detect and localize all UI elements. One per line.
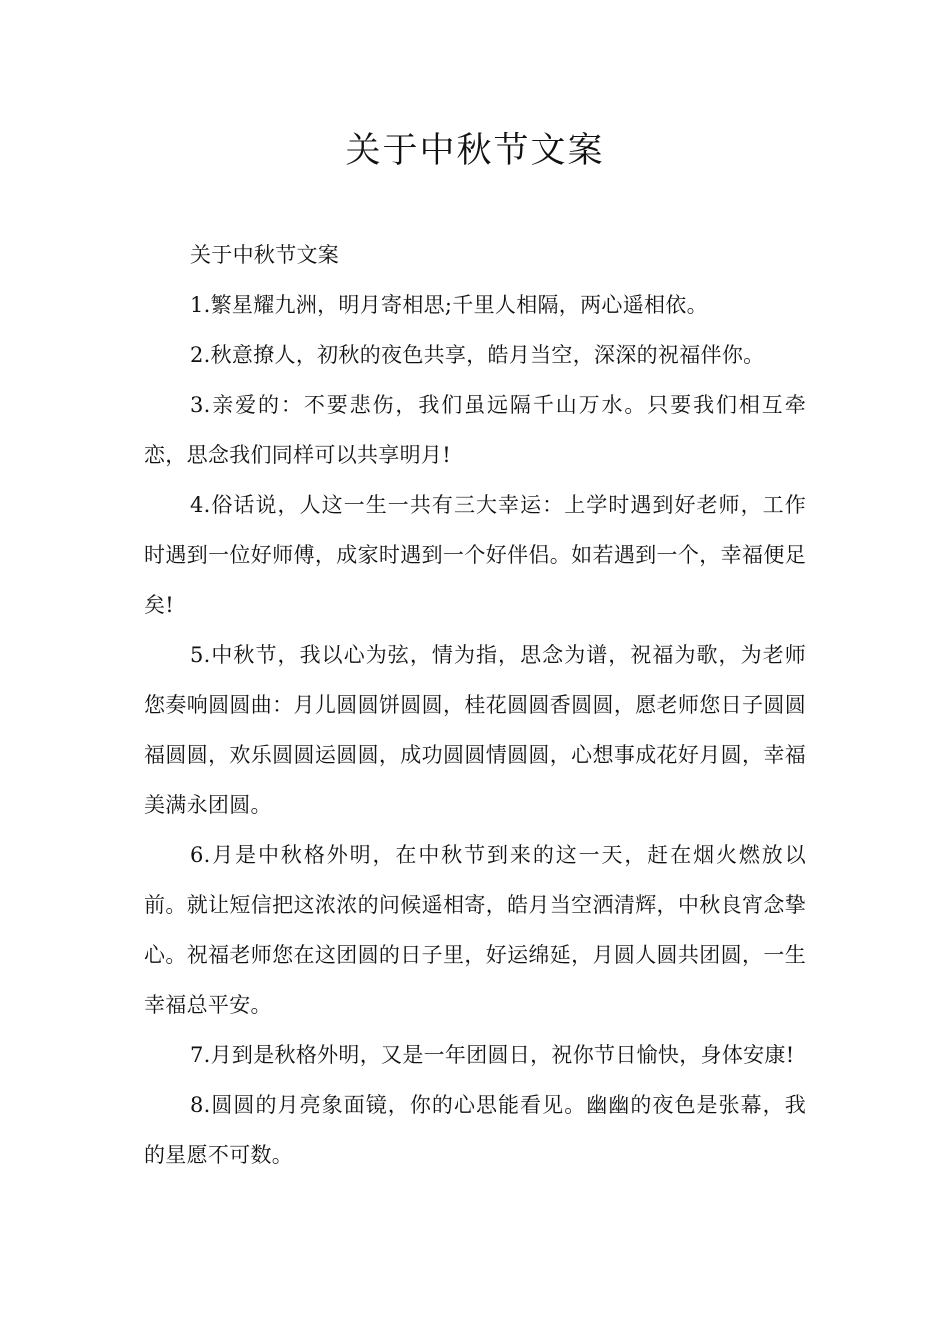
paragraph-2: 2.秋意撩人，初秋的夜色共享，皓月当空，深深的祝福伴你。 bbox=[190, 343, 765, 367]
paragraph-8: 8.圆圆的月亮象面镜，你的心思能看见。幽幽的夜色是张幕，我的星愿不可数。 bbox=[144, 1093, 806, 1167]
paragraph-5: 5.中秋节，我以心为弦，情为指，思念为谱，祝福为歌，为老师您奏响圆圆曲：月儿圆圆饼圆圆，桂花圆圆香圆圆，愿老师您日子圆圆福圆圆，欢乐圆圆运圆圆，成功圆圆情圆圆，心想事成花好月圆，幸福美满永团圆。 bbox=[144, 643, 806, 817]
paragraph-1: 1.繁星耀九洲，明月寄相思;千里人相隔，两心遥相依。 bbox=[190, 293, 708, 317]
paragraph-6: 6.月是中秋格外明，在中秋节到来的这一天，赶在烟火燃放以前。就让短信把这浓浓的问候遥相寄，皓月当空洒清辉，中秋良宵念挚心。祝福老师您在这团圆的日子里，好运绵延，月圆人圆共团圆，一生幸福总平安。 bbox=[144, 843, 806, 1017]
document-body bbox=[144, 230, 806, 1180]
paragraph-3: 3.亲爱的：不要悲伤，我们虽远隔千山万水。只要我们相互牵恋，思念我们同样可以共享明月! bbox=[144, 393, 806, 467]
paragraph-4: 4.俗话说，人这一生一共有三大幸运：上学时遇到好老师，工作时遇到一位好师傅，成家时遇到一个好伴侣。如若遇到一个，幸福便足矣! bbox=[144, 493, 806, 617]
paragraph-7: 7.月到是秋格外明，又是一年团圆日，祝你节日愉快，身体安康! bbox=[190, 1043, 795, 1067]
paragraph-heading: 关于中秋节文案 bbox=[190, 243, 340, 267]
document-title: 关于中秋节文案 bbox=[345, 131, 605, 171]
